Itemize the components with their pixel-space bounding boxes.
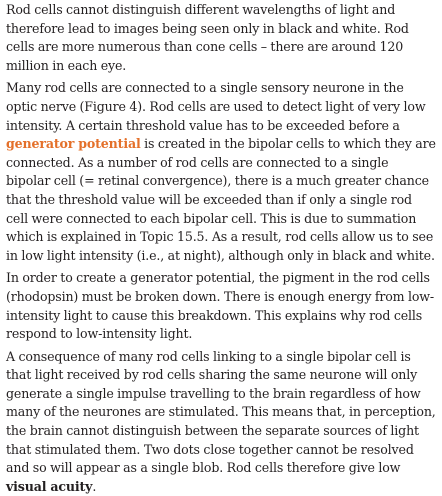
paragraph-text: Rod cells cannot distinguish different wavelengths of light and therefore lead to images being seen only in black and white. Rod cells are more numerous than cone cells – there are around 120 million in each eye. bbox=[6, 2, 409, 73]
paragraph-text: In order to create a generator potential, the pigment in the rod cells (rhodopsin) must be broken down. There is enough energy from low-intensity light to cause this breakdown. This explains why rod cells respond to low-intensity light. bbox=[6, 270, 435, 342]
paragraph-text: A consequence of many rod cells linking to a single bipolar cell is that light received by rod cells sharing the same neurone will only generate a single impulse travelling to the brain regardless of how many of the neurones are stimulated. This means that, in perception, the brain cannot distinguish between the separate sources of light that stimulated them. Two dots close together cannot be resolved and so will appear as a single blob. Rod cells therefore give low bbox=[6, 348, 436, 476]
paragraph-text: is created in the bipolar cells to which they are connected. As a number of rod cells are connected to a single bipolar cell (= retinal convergence), there is a much greater chance that the threshold value will be exceeded than if only a single rod cell were connected to each bipolar cell. This is due to summation which is explained in Topic 15.5. As a result, rod cells allow us to see in low light intensity (i.e., at night), although only in black and white. bbox=[6, 136, 436, 263]
paragraph-rod-wavelengths bbox=[6, 1, 436, 75]
paragraph-rod-connections bbox=[6, 79, 436, 265]
key-term-generator-potential: generator potential bbox=[6, 136, 141, 152]
paragraph-visual-acuity bbox=[6, 348, 436, 496]
paragraph-rhodopsin bbox=[6, 269, 436, 343]
key-term-visual-acuity: visual acuity bbox=[6, 478, 93, 494]
paragraph-text: Many rod cells are connected to a single sensory neurone in the optic nerve (Figure 4). Rod cells are used to detect light of very low intensity. A certain threshold value has to be exceeded before a bbox=[6, 80, 426, 133]
paragraph-text: . bbox=[92, 478, 97, 494]
